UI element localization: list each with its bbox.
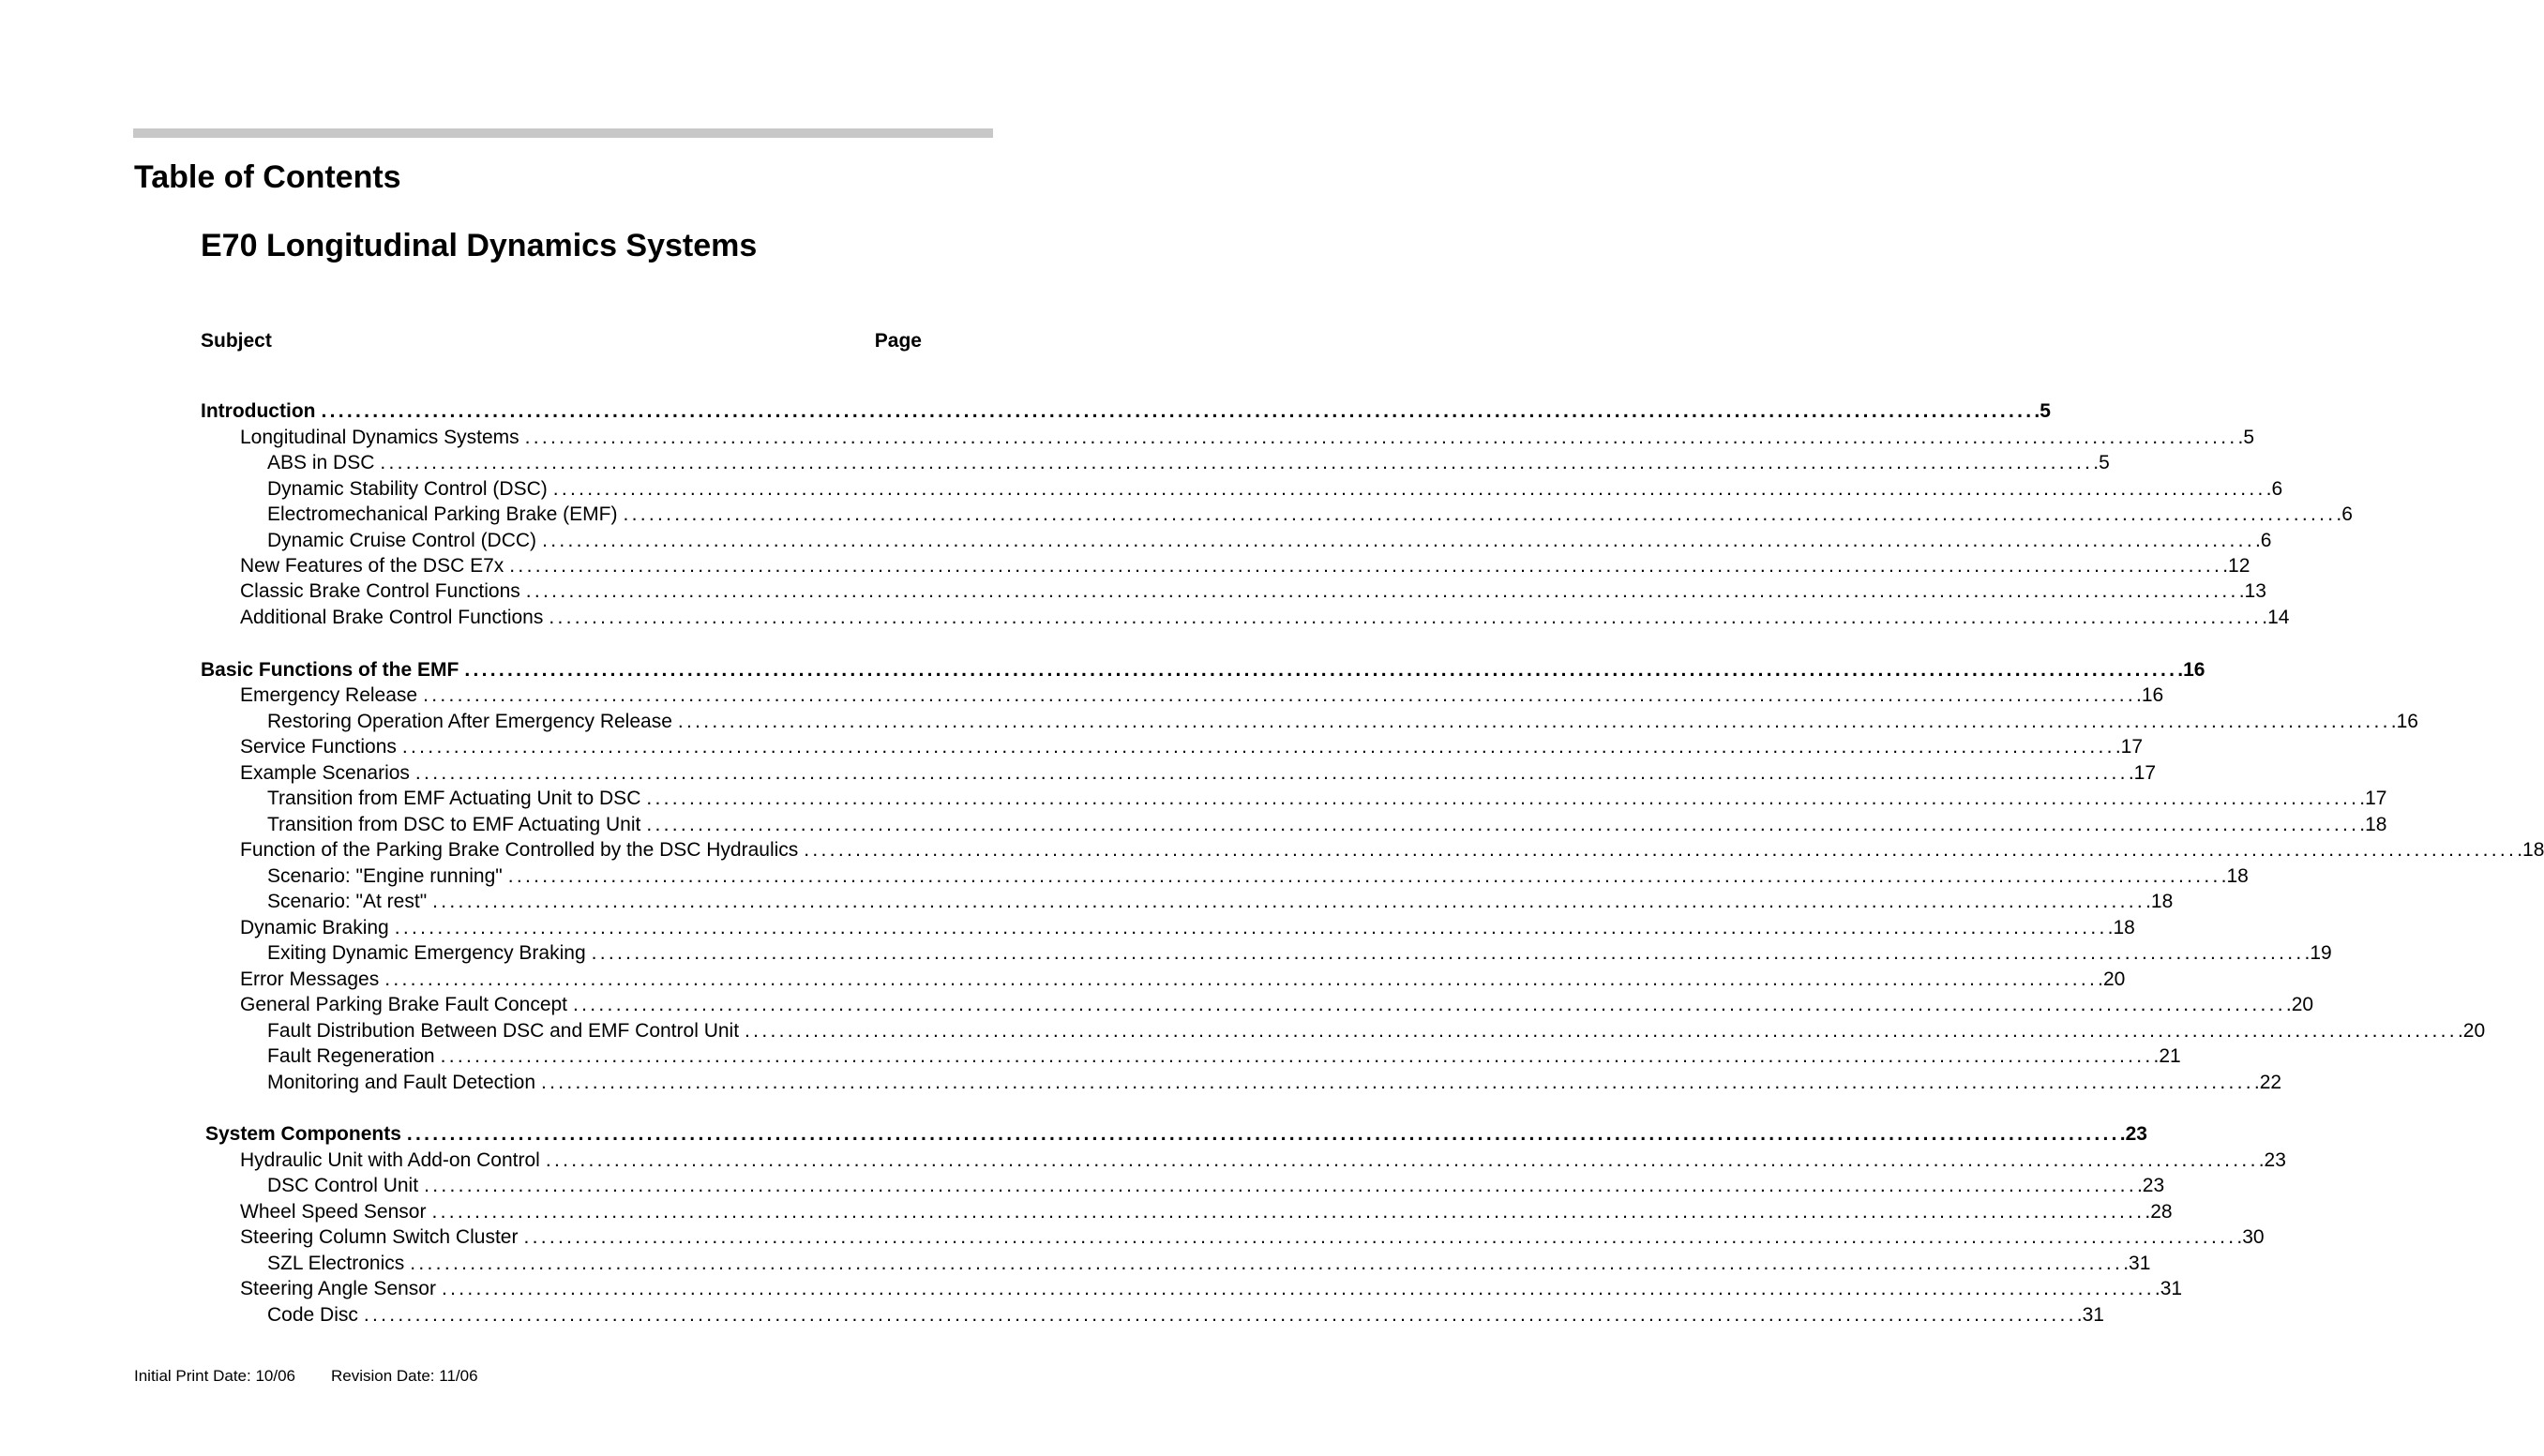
- toc-entry[interactable]: [240, 553, 2250, 579]
- toc-section-entry[interactable]: [205, 1121, 2147, 1148]
- toc-entry[interactable]: [240, 683, 2164, 709]
- toc-entry-page: .5: [2237, 427, 2255, 448]
- toc-entry-label: Code Disc: [267, 1304, 358, 1326]
- toc-entry-label: Basic Functions of the EMF: [201, 659, 459, 681]
- dot-leader: ........................................................................................................................................................................................................: [524, 427, 2238, 448]
- toc-entry-label: Exiting Dynamic Emergency Braking: [267, 942, 586, 964]
- toc-entry-page: .16: [2177, 659, 2205, 681]
- toc-entry-page: .5: [2093, 452, 2110, 473]
- page-column-header: Page: [874, 330, 922, 352]
- toc-entry[interactable]: [267, 940, 2332, 967]
- toc-entry[interactable]: [240, 837, 2544, 863]
- dot-leader: ........................................................................................................................................................................................................: [646, 788, 2360, 809]
- toc-entry-label: DSC Control Unit: [267, 1175, 419, 1196]
- toc-entry[interactable]: [240, 1224, 2265, 1251]
- toc-entry-label: Steering Column Switch Cluster: [240, 1226, 519, 1248]
- toc-entry-label: Dynamic Cruise Control (DCC): [267, 530, 537, 551]
- revision-date: Revision Date: 11/06: [330, 1367, 478, 1385]
- toc-entry-label: Function of the Parking Brake Controlled by the DSC Hydraulics: [240, 839, 799, 861]
- document-subtitle: E70 Longitudinal Dynamics Systems: [201, 228, 758, 263]
- toc-entry[interactable]: [267, 1018, 2486, 1044]
- toc-entry[interactable]: [267, 528, 2272, 554]
- toc-entry-label: System Components: [205, 1123, 401, 1145]
- dot-leader: ........................................................................................................................................................................................................: [523, 1226, 2237, 1248]
- toc-entry-page: .19: [2304, 942, 2332, 964]
- toc-entry[interactable]: [267, 1070, 2282, 1096]
- dot-leader: ........................................................................................................................................................................................................: [545, 1149, 2259, 1171]
- toc-entry-label: New Features of the DSC E7x: [240, 555, 504, 577]
- dot-leader: ........................................................................................................................................................................................................: [464, 659, 2178, 681]
- toc-entry[interactable]: [240, 1276, 2183, 1302]
- toc-entry-page: .20: [2098, 968, 2126, 990]
- dot-leader: ........................................................................................................................................................................................................: [384, 968, 2099, 990]
- toc-entry-page: .6: [2254, 530, 2272, 551]
- dot-leader: ........................................................................................................................................................................................................: [424, 1175, 2137, 1196]
- toc-entry-page: .22: [2253, 1072, 2282, 1093]
- dot-leader: ........................................................................................................................................................................................................: [549, 607, 2263, 628]
- toc-entry-page: .16: [2390, 711, 2418, 732]
- toc-section-entry[interactable]: [201, 657, 2205, 683]
- subject-column-header: Subject: [201, 330, 272, 352]
- toc-entry[interactable]: [267, 786, 2387, 812]
- toc-entry-page: .18: [2145, 891, 2174, 912]
- toc-entry-page: .20: [2457, 1020, 2486, 1042]
- toc-entry-label: General Parking Brake Fault Concept: [240, 994, 568, 1015]
- toc-entry-page: .18: [2220, 865, 2249, 887]
- toc-entry-page: .23: [2258, 1149, 2286, 1171]
- dot-leader: ........................................................................................................................................................................................................: [541, 1072, 2254, 1093]
- dot-leader: ........................................................................................................................................................................................................: [432, 891, 2146, 912]
- toc-entry-page: .14: [2262, 607, 2290, 628]
- toc-entry-label: Dynamic Stability Control (DSC): [267, 478, 548, 500]
- dot-leader: ........................................................................................................................................................................................................: [552, 478, 2266, 500]
- toc-entry-label: Classic Brake Control Functions: [240, 580, 520, 602]
- toc-entry[interactable]: [267, 1251, 2151, 1277]
- toc-entry-page: .17: [2115, 736, 2144, 758]
- toc-entry-page: .18: [2359, 814, 2387, 835]
- dot-leader: ........................................................................................................................................................................................................: [441, 1278, 2155, 1299]
- toc-entry[interactable]: [267, 863, 2249, 890]
- dot-leader: ........................................................................................................................................................................................................: [380, 452, 2094, 473]
- toc-entry-page: .13: [2238, 580, 2266, 602]
- toc-entry[interactable]: [267, 476, 2283, 503]
- toc-entry-label: Introduction: [201, 400, 316, 422]
- toc-entry-label: ABS in DSC: [267, 452, 375, 473]
- toc-entry[interactable]: [240, 915, 2135, 941]
- initial-print-date: Initial Print Date: 10/06: [134, 1367, 295, 1385]
- toc-entry-page: .5: [2034, 400, 2051, 422]
- toc-entry-label: Fault Distribution Between DSC and EMF Control Unit: [267, 1020, 740, 1042]
- dot-leader: ........................................................................................................................................................................................................: [410, 1253, 2124, 1274]
- toc-entry[interactable]: [240, 1199, 2173, 1225]
- toc-entry-page: .16: [2136, 684, 2164, 706]
- toc-entry[interactable]: [267, 450, 2110, 476]
- toc-entry[interactable]: [267, 709, 2418, 735]
- dot-leader: ........................................................................................................................................................................................................: [509, 555, 2223, 577]
- toc-entry-page: .12: [2222, 555, 2250, 577]
- toc-entry-page: .30: [2236, 1226, 2265, 1248]
- toc-entry-label: Dynamic Braking: [240, 917, 389, 938]
- toc-entry-label: Steering Angle Sensor: [240, 1278, 436, 1299]
- toc-entry-label: Scenario: "At rest": [267, 891, 428, 912]
- dot-leader: ........................................................................................................................................................................................................: [363, 1304, 2077, 1326]
- toc-entry-page: .6: [2266, 478, 2283, 500]
- toc-entry-page: .21: [2153, 1045, 2181, 1067]
- toc-entry[interactable]: [240, 760, 2157, 787]
- dot-leader: ........................................................................................................................................................................................................: [394, 917, 2108, 938]
- footer: [134, 1367, 478, 1386]
- dot-leader: ........................................................................................................................................................................................................: [525, 580, 2239, 602]
- toc-entry-page: .20: [2285, 994, 2314, 1015]
- toc-entry-page: .23: [2136, 1175, 2165, 1196]
- toc-entry-label: Transition from EMF Actuating Unit to DSC: [267, 788, 641, 809]
- toc-entry-label: Hydraulic Unit with Add-on Control: [240, 1149, 540, 1171]
- dot-leader: ........................................................................................................................................................................................................: [745, 1020, 2458, 1042]
- dot-leader: ........................................................................................................................................................................................................: [542, 530, 2255, 551]
- toc-entry-label: Example Scenarios: [240, 762, 410, 784]
- toc-entry-label: Additional Brake Control Functions: [240, 607, 544, 628]
- toc-entry[interactable]: [267, 502, 2353, 528]
- toc-entry-label: Scenario: "Engine running": [267, 865, 503, 887]
- toc-entry-page: .31: [2154, 1278, 2183, 1299]
- toc-entry-page: .28: [2145, 1201, 2173, 1223]
- toc-entry[interactable]: [240, 1148, 2286, 1174]
- toc-entry[interactable]: [240, 967, 2126, 993]
- toc-entry-label: Error Messages: [240, 968, 380, 990]
- dot-leader: ........................................................................................................................................................................................................: [414, 762, 2129, 784]
- toc-section-entry[interactable]: [201, 398, 2051, 425]
- toc-entry[interactable]: [240, 578, 2266, 605]
- dot-leader: ........................................................................................................................................................................................................: [804, 839, 2518, 861]
- toc-entry-label: Service Functions: [240, 736, 397, 758]
- toc-entry-label: Fault Regeneration: [267, 1045, 435, 1067]
- toc-entry-label: Transition from DSC to EMF Actuating Unit: [267, 814, 641, 835]
- toc-entry[interactable]: [240, 734, 2144, 760]
- toc-entry[interactable]: [267, 1173, 2165, 1199]
- toc-entry-label: Electromechanical Parking Brake (EMF): [267, 503, 618, 525]
- toc-entry-page: .31: [2123, 1253, 2151, 1274]
- toc-entry-label: SZL Electronics: [267, 1253, 405, 1274]
- dot-leader: ........................................................................................................................................................................................................: [677, 711, 2391, 732]
- dot-leader: ........................................................................................................................................................................................................: [646, 814, 2360, 835]
- dot-leader: ........................................................................................................................................................................................................: [591, 942, 2305, 964]
- toc-entry-label: Emergency Release: [240, 684, 418, 706]
- dot-leader: ........................................................................................................................................................................................................: [321, 400, 2035, 422]
- toc-entry-page: .6: [2336, 503, 2353, 525]
- dot-leader: ........................................................................................................................................................................................................: [423, 684, 2136, 706]
- toc-entry-page: .17: [2128, 762, 2157, 784]
- toc-entry-page: .18: [2107, 917, 2135, 938]
- toc-entry[interactable]: [267, 889, 2174, 915]
- toc-entry-label: Restoring Operation After Emergency Release: [267, 711, 672, 732]
- page-title: Table of Contents: [134, 159, 401, 195]
- toc-entry-label: Longitudinal Dynamics Systems: [240, 427, 519, 448]
- dot-leader: ........................................................................................................................................................................................................: [401, 736, 2115, 758]
- toc-entry[interactable]: [240, 425, 2255, 451]
- toc-entry[interactable]: [267, 1302, 2104, 1328]
- dot-leader: ........................................................................................................................................................................................................: [440, 1045, 2154, 1067]
- toc-entry[interactable]: [240, 992, 2314, 1018]
- toc-entry-label: Wheel Speed Sensor: [240, 1201, 427, 1223]
- toc-entry[interactable]: [240, 605, 2290, 631]
- toc-entry-page: .23: [2119, 1123, 2147, 1145]
- dot-leader: ........................................................................................................................................................................................................: [431, 1201, 2145, 1223]
- toc-entry-label: Monitoring and Fault Detection: [267, 1072, 535, 1093]
- toc-entry-page: .18: [2517, 839, 2544, 861]
- toc-entry[interactable]: [267, 1043, 2181, 1070]
- dot-leader: ........................................................................................................................................................................................................: [573, 994, 2286, 1015]
- toc-entry-page: .17: [2359, 788, 2387, 809]
- dot-leader: ........................................................................................................................................................................................................: [623, 503, 2337, 525]
- toc-entry[interactable]: [267, 812, 2387, 838]
- dot-leader: ........................................................................................................................................................................................................: [406, 1123, 2120, 1145]
- toc-entry-page: .31: [2076, 1304, 2104, 1326]
- dot-leader: ........................................................................................................................................................................................................: [507, 865, 2221, 887]
